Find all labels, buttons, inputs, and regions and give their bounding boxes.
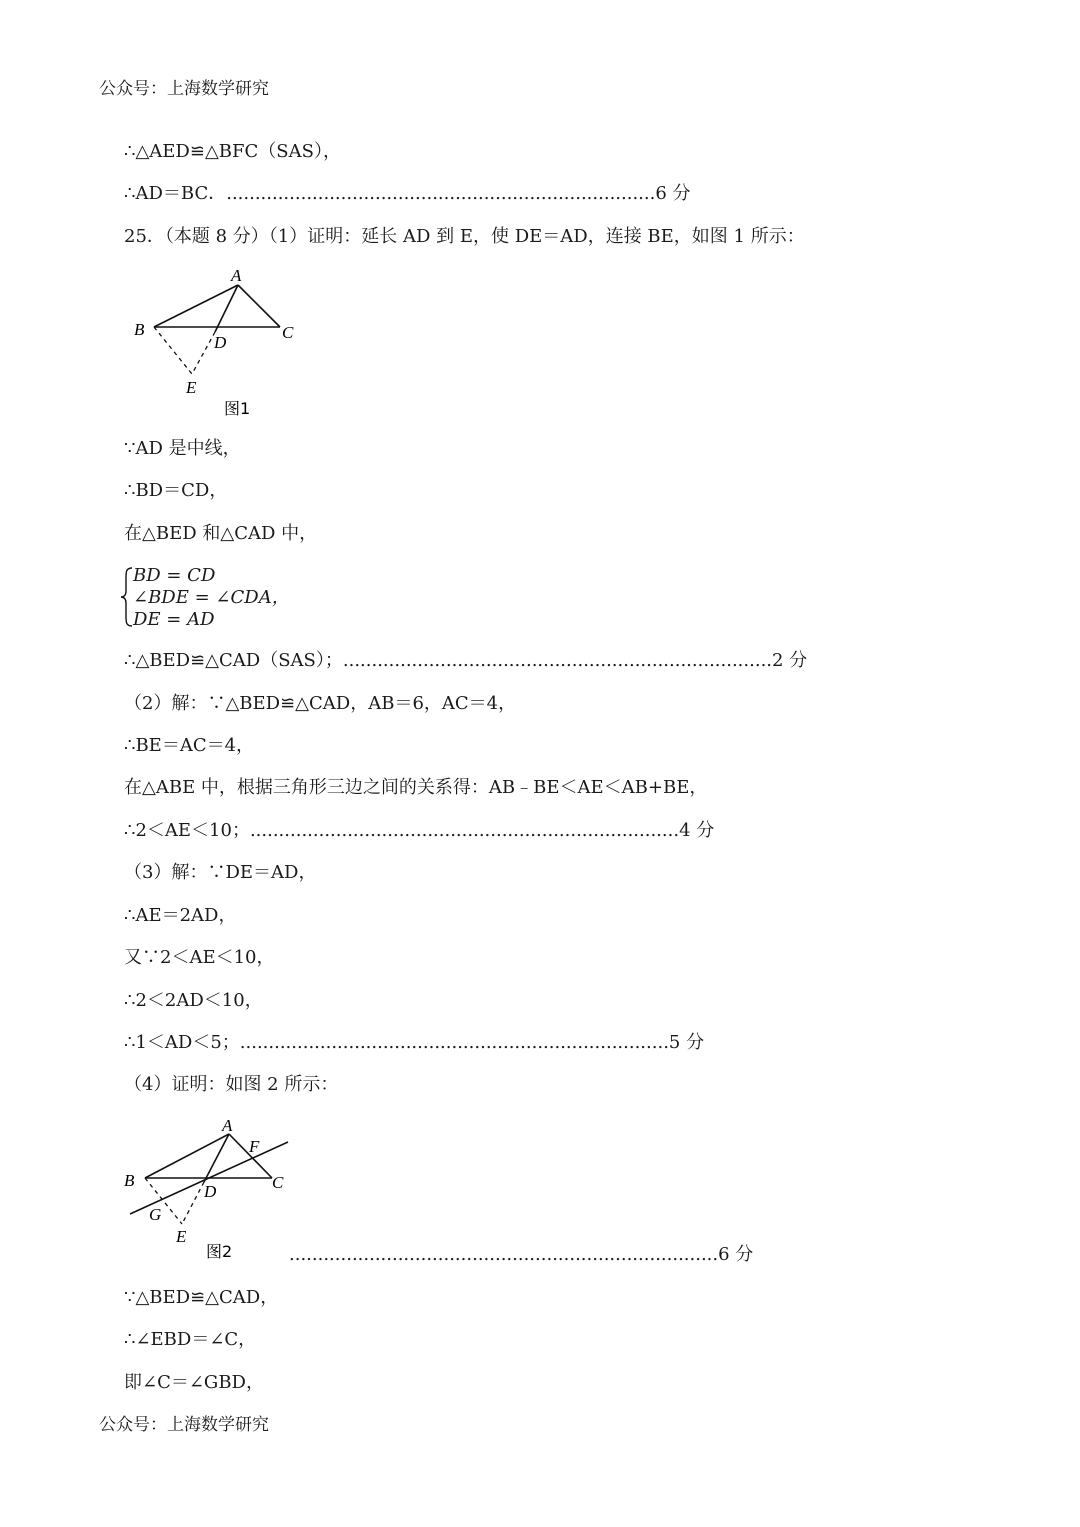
- text-line: （3）解：∵DE＝AD，: [124, 862, 317, 883]
- text-line: ∴BE＝AC＝4，: [124, 735, 255, 756]
- system-eq-2: ∠BDE = ∠CDA，: [133, 587, 290, 608]
- text-line: ∴BD＝CD，: [124, 480, 228, 501]
- fig1-label-e: E: [186, 378, 197, 397]
- fig1-label-a: A: [231, 266, 242, 285]
- text-line: ∴1＜AD＜5；...........................................................................5 分: [124, 1032, 705, 1053]
- fig1-label-c: C: [282, 323, 294, 342]
- text-line: 又∵2＜AE＜10，: [124, 947, 275, 968]
- text-line: （4）证明：如图 2 所示：: [124, 1074, 339, 1095]
- text-line: ∴△AED≌△BFC（SAS），: [124, 141, 341, 162]
- figure-1: [128, 262, 300, 420]
- text-line: ∴∠EBD＝∠C，: [124, 1329, 257, 1350]
- page-footer: 公众号：上海数学研究: [99, 1415, 269, 1435]
- text-line: 即∠C＝∠GBD，: [124, 1372, 264, 1393]
- question-25-heading: 25．（本题 8 分）（1）证明：延长 AD 到 E，使 DE＝AD，连接 BE，如图 1 所示：: [124, 226, 805, 247]
- page-header: 公众号：上海数学研究: [99, 79, 269, 99]
- figure-2: [120, 1112, 290, 1264]
- text-line: （2）解：∵△BED≌△CAD，AB＝6，AC＝4，: [124, 693, 517, 714]
- fig2-label-g: G: [149, 1205, 162, 1224]
- fig2-label-a: A: [222, 1116, 233, 1135]
- text-line: ∵△BED≌△CAD，: [124, 1287, 279, 1308]
- text-line: ∵AD 是中线，: [124, 438, 241, 459]
- fig2-label-c: C: [272, 1173, 284, 1192]
- fig2-caption: 图2: [206, 1242, 233, 1261]
- system-brace: [120, 566, 134, 628]
- text-line: ∴2＜AE＜10；...........................................................................4 分: [124, 820, 715, 841]
- fig1-caption: 图1: [224, 399, 251, 418]
- fig2-label-b: B: [124, 1171, 135, 1190]
- system-eq-1: BD = CD: [133, 565, 216, 586]
- fig2-label-d: D: [204, 1182, 217, 1201]
- fig1-label-d: D: [214, 333, 227, 352]
- text-line: ...........................................................................6 分: [289, 1244, 754, 1265]
- fig1-label-b: B: [134, 320, 145, 339]
- fig2-label-f: F: [249, 1137, 260, 1156]
- fig2-label-e: E: [176, 1227, 187, 1246]
- text-line: ∴2＜2AD＜10，: [124, 990, 263, 1011]
- text-line: 在△ABE 中，根据三角形三边之间的关系得：AB﹣BE＜AE＜AB+BE，: [124, 777, 708, 798]
- text-line: 在△BED 和△CAD 中，: [124, 523, 318, 544]
- system-eq-3: DE = AD: [133, 609, 215, 630]
- text-line: ∴AD＝BC．...........................................................................6 分: [124, 183, 691, 204]
- text-line: ∴AE＝2AD，: [124, 905, 237, 926]
- text-line: ∴△BED≌△CAD（SAS）；...........................................................................2 分: [124, 650, 808, 671]
